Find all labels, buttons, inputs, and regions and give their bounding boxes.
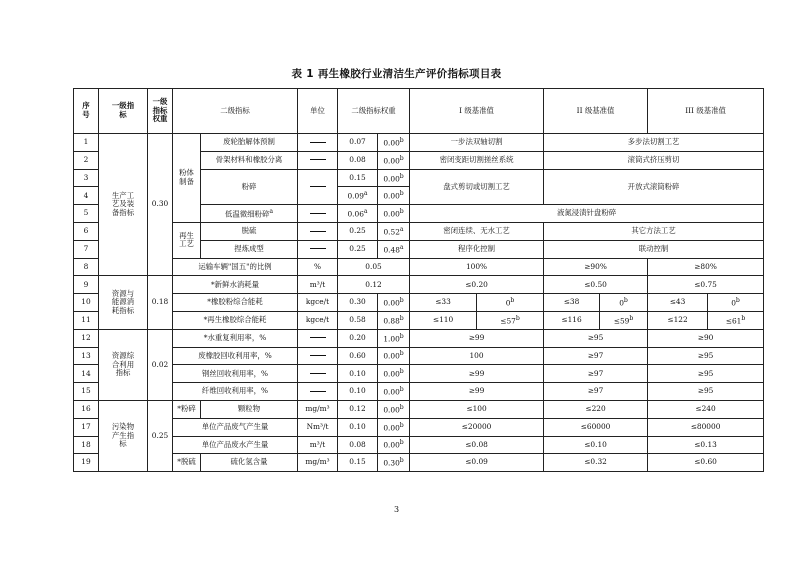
row-number: 18 bbox=[74, 436, 99, 454]
grade1-value: ≤20000 bbox=[410, 418, 544, 436]
table-row bbox=[74, 258, 764, 276]
weight-b: 0.88$^b$ bbox=[378, 311, 410, 329]
group-recycle: 资源综 合利用 指标 bbox=[99, 329, 148, 400]
group-production: 生产工 艺及装 备指标 bbox=[99, 134, 148, 276]
grade1-value: ≥99 bbox=[410, 365, 544, 383]
table-row bbox=[74, 311, 764, 329]
group-pollution: 污染物 产生指 标 bbox=[99, 400, 148, 471]
table-row bbox=[74, 294, 764, 312]
grade1-value: ≤0.20 bbox=[410, 276, 544, 294]
weight-a: 0.09$^a$ bbox=[338, 187, 378, 205]
row-number: 1 bbox=[74, 134, 99, 152]
header-grade2: II 级基准值 bbox=[544, 89, 648, 134]
grade3-value: ≥90 bbox=[648, 329, 764, 347]
grade1-value: ≤0.09 bbox=[410, 454, 544, 472]
weight-b: 0.30$^b$ bbox=[378, 454, 410, 472]
weight-b: 1.00$^b$ bbox=[378, 329, 410, 347]
grade3-value: ≤0.60 bbox=[648, 454, 764, 472]
group-resource: 资源与 能源消 耗指标 bbox=[99, 276, 148, 329]
row-number: 7 bbox=[74, 240, 99, 258]
row-number: 15 bbox=[74, 383, 99, 401]
grade1-value: ≥99 bbox=[410, 329, 544, 347]
weight-a: 0.30 bbox=[338, 294, 378, 312]
item-name: 脱硫 bbox=[201, 222, 298, 240]
unit-cell: mg/m³ bbox=[298, 400, 338, 418]
grade23-value: 开放式滚筒粉碎 bbox=[544, 169, 764, 205]
dash-mark bbox=[310, 159, 326, 160]
weight-a: 0.08 bbox=[338, 151, 378, 169]
unit-cell bbox=[298, 134, 338, 152]
row-number: 9 bbox=[74, 276, 99, 294]
unit-cell: mg/m³ bbox=[298, 454, 338, 472]
grade1-value: 一步法双轴切割 bbox=[410, 134, 544, 152]
item-name-a: *粉碎 bbox=[173, 400, 201, 418]
item-name: 运输车辆"国五"的比例 bbox=[173, 258, 298, 276]
grade3-value: ≤240 bbox=[648, 400, 764, 418]
row-number: 3 bbox=[74, 169, 99, 187]
item-name: 废橡胶回收利用率，% bbox=[173, 347, 298, 365]
header-grade3: III 级基准值 bbox=[648, 89, 764, 134]
weight-b: 0.00$^b$ bbox=[378, 436, 410, 454]
grade23-value: 其它方法工艺 bbox=[544, 222, 764, 240]
grade2-a: ≤38 bbox=[544, 294, 600, 312]
header-level2: 二级指标 bbox=[173, 89, 298, 134]
grade-all-value: 液氮浸渍针盘粉碎 bbox=[410, 205, 764, 223]
grade1-value: 密闭连续、无水工艺 bbox=[410, 222, 544, 240]
header-row bbox=[74, 89, 764, 134]
grade1-b: 0$^b$ bbox=[477, 294, 544, 312]
item-name: 单位产品废水产生量 bbox=[173, 436, 298, 454]
grade2-value: ≥97 bbox=[544, 347, 648, 365]
weight-a: 0.10 bbox=[338, 418, 378, 436]
unit-cell: kgce/t bbox=[298, 311, 338, 329]
weight-a: 0.15 bbox=[338, 454, 378, 472]
item-name: *再生橡胶综合能耗 bbox=[173, 311, 298, 329]
item-name: 低温微细粉碎$^a$ bbox=[201, 205, 298, 223]
weight-b: 0.00$^b$ bbox=[378, 151, 410, 169]
dash-mark bbox=[310, 186, 326, 187]
grade3-value: ≥95 bbox=[648, 347, 764, 365]
grade3-value: ≤80000 bbox=[648, 418, 764, 436]
table-row bbox=[74, 436, 764, 454]
grade2-b: 0$^b$ bbox=[600, 294, 648, 312]
grade1-a: ≤110 bbox=[410, 311, 477, 329]
row-number: 2 bbox=[74, 151, 99, 169]
grade1-value: 100% bbox=[410, 258, 544, 276]
grade2-value: ≥97 bbox=[544, 365, 648, 383]
weight-a: 0.10 bbox=[338, 383, 378, 401]
header-level1-weight: 一级 指标 权重 bbox=[148, 89, 173, 134]
weight-a: 0.20 bbox=[338, 329, 378, 347]
weight-a: 0.08 bbox=[338, 436, 378, 454]
grade2-value: ≤60000 bbox=[544, 418, 648, 436]
weight-a: 0.60 bbox=[338, 347, 378, 365]
group-pollution-weight: 0.25 bbox=[148, 400, 173, 471]
unit-cell bbox=[298, 347, 338, 365]
grade2-value: ≤0.50 bbox=[544, 276, 648, 294]
group-production-weight: 0.30 bbox=[148, 134, 173, 276]
unit-cell bbox=[298, 222, 338, 240]
grade3-value: ≥80% bbox=[648, 258, 764, 276]
row-number: 6 bbox=[74, 222, 99, 240]
row-number: 13 bbox=[74, 347, 99, 365]
subgroup-powder: 粉体 制备 bbox=[173, 134, 201, 223]
grade3-value: ≤0.75 bbox=[648, 276, 764, 294]
grade2-value: ≥95 bbox=[544, 329, 648, 347]
unit-cell: m³/t bbox=[298, 436, 338, 454]
unit-cell bbox=[298, 151, 338, 169]
unit-cell: m³/t bbox=[298, 276, 338, 294]
group-recycle-weight: 0.02 bbox=[148, 329, 173, 400]
row-number: 11 bbox=[74, 311, 99, 329]
row-number: 14 bbox=[74, 365, 99, 383]
table-row bbox=[74, 222, 764, 240]
unit-cell bbox=[298, 383, 338, 401]
item-name: 纤维回收利用率，% bbox=[173, 383, 298, 401]
weight-b: 0.00$^b$ bbox=[378, 294, 410, 312]
grade2-value: ≤0.10 bbox=[544, 436, 648, 454]
dash-mark bbox=[310, 391, 326, 392]
dash-mark bbox=[310, 142, 326, 143]
unit-cell: Nm³/t bbox=[298, 418, 338, 436]
item-name: 捏炼成型 bbox=[201, 240, 298, 258]
dash-mark bbox=[310, 248, 326, 249]
weight-b: 0.00$^b$ bbox=[378, 418, 410, 436]
grade2-value: ≥90% bbox=[544, 258, 648, 276]
weight-b: 0.00$^b$ bbox=[378, 365, 410, 383]
item-name: 粉碎 bbox=[201, 169, 298, 205]
table-row bbox=[74, 383, 764, 401]
weight-b: 0.00$^b$ bbox=[378, 400, 410, 418]
grade23-value: 联动控制 bbox=[544, 240, 764, 258]
weight-value: 0.05 bbox=[338, 258, 410, 276]
weight-a: 0.07 bbox=[338, 134, 378, 152]
grade2-value: ≤220 bbox=[544, 400, 648, 418]
grade2-a: ≤116 bbox=[544, 311, 600, 329]
weight-b: 0.52$^a$ bbox=[378, 222, 410, 240]
row-number: 10 bbox=[74, 294, 99, 312]
table-row bbox=[74, 365, 764, 383]
table-row bbox=[74, 347, 764, 365]
item-name-b: 硫化氢含量 bbox=[201, 454, 298, 472]
weight-a: 0.06$^a$ bbox=[338, 205, 378, 223]
weight-b: 0.00$^b$ bbox=[378, 205, 410, 223]
grade2-value: ≥97 bbox=[544, 383, 648, 401]
item-name: *水重复利用率，% bbox=[173, 329, 298, 347]
row-number: 4 bbox=[74, 187, 99, 205]
dash-mark bbox=[310, 355, 326, 356]
grade3-b: $\le 61^b$ bbox=[708, 311, 764, 329]
grade23-value: 滚筒式挤压剪切 bbox=[544, 151, 764, 169]
grade3-value: ≤0.13 bbox=[648, 436, 764, 454]
item-name: 骨架材料和橡胶分离 bbox=[201, 151, 298, 169]
page-number: 3 bbox=[393, 505, 400, 514]
indicator-table bbox=[73, 88, 764, 472]
weight-b: 0.00$^b$ bbox=[378, 134, 410, 152]
weight-b: 0.00$^b$ bbox=[378, 383, 410, 401]
grade1-value: 100 bbox=[410, 347, 544, 365]
grade3-a: ≤122 bbox=[648, 311, 708, 329]
item-name: 废轮胎解体预制 bbox=[201, 134, 298, 152]
unit-cell bbox=[298, 329, 338, 347]
grade3-value: ≥95 bbox=[648, 365, 764, 383]
weight-a: 0.10 bbox=[338, 365, 378, 383]
weight-a: 0.15 bbox=[338, 169, 378, 187]
grade3-value: ≥95 bbox=[648, 383, 764, 401]
grade3-a: ≤43 bbox=[648, 294, 708, 312]
group-resource-weight: 0.18 bbox=[148, 276, 173, 329]
grade1-value: 程序化控制 bbox=[410, 240, 544, 258]
grade23-value: 多步法切割工艺 bbox=[544, 134, 764, 152]
grade3-b: 0$^b$ bbox=[708, 294, 764, 312]
row-number: 17 bbox=[74, 418, 99, 436]
dash-mark bbox=[310, 373, 326, 374]
unit-cell bbox=[298, 240, 338, 258]
row-number: 8 bbox=[74, 258, 99, 276]
table-row bbox=[74, 329, 764, 347]
table-row bbox=[74, 134, 764, 152]
header-level2-weight: 二级指标权重 bbox=[338, 89, 410, 134]
unit-cell bbox=[298, 169, 338, 205]
dash-mark bbox=[310, 231, 326, 232]
row-number: 12 bbox=[74, 329, 99, 347]
grade1-value: ≤100 bbox=[410, 400, 544, 418]
grade1-value: ≤0.08 bbox=[410, 436, 544, 454]
unit-cell bbox=[298, 205, 338, 223]
row-number: 19 bbox=[74, 454, 99, 472]
weight-value: 0.12 bbox=[338, 276, 410, 294]
table-row bbox=[74, 418, 764, 436]
weight-a: 0.25 bbox=[338, 222, 378, 240]
unit-cell bbox=[298, 365, 338, 383]
item-name: *新鲜水消耗量 bbox=[173, 276, 298, 294]
grade2-value: ≤0.32 bbox=[544, 454, 648, 472]
dash-mark bbox=[310, 213, 326, 214]
header-unit: 单位 bbox=[298, 89, 338, 134]
weight-a: 0.12 bbox=[338, 400, 378, 418]
weight-b: 0.00$^b$ bbox=[378, 187, 410, 205]
unit-cell: % bbox=[298, 258, 338, 276]
weight-a: 0.25 bbox=[338, 240, 378, 258]
table-row bbox=[74, 276, 764, 294]
grade1-a: ≤33 bbox=[410, 294, 477, 312]
item-name-b: 颗粒物 bbox=[201, 400, 298, 418]
grade2-b: $\le 59^b$ bbox=[600, 311, 648, 329]
item-name: 钢丝回收利用率，% bbox=[173, 365, 298, 383]
dash-mark bbox=[310, 337, 326, 338]
grade1-value: 密闭变距切割搓丝系统 bbox=[410, 151, 544, 169]
weight-b: 0.48$^a$ bbox=[378, 240, 410, 258]
table-row bbox=[74, 454, 764, 472]
grade1-b: $\le 57^b$ bbox=[477, 311, 544, 329]
weight-b: 0.00$^b$ bbox=[378, 169, 410, 187]
header-grade1: I 级基准值 bbox=[410, 89, 544, 134]
grade1-value: ≥99 bbox=[410, 383, 544, 401]
weight-b: 0.00$^b$ bbox=[378, 347, 410, 365]
weight-a: 0.58 bbox=[338, 311, 378, 329]
unit-cell: kgce/t bbox=[298, 294, 338, 312]
table-caption: 表 1 再生橡胶行业清洁生产评价指标项目表 bbox=[291, 68, 502, 80]
row-number: 16 bbox=[74, 400, 99, 418]
row-number: 5 bbox=[74, 205, 99, 223]
header-level1: 一级指 标 bbox=[99, 89, 148, 134]
item-name-a: *脱硫 bbox=[173, 454, 201, 472]
subgroup-regen: 再生 工艺 bbox=[173, 222, 201, 258]
item-name: 单位产品废气产生量 bbox=[173, 418, 298, 436]
table-row bbox=[74, 400, 764, 418]
header-seq: 序 号 bbox=[74, 89, 99, 134]
grade1-value: 盘式剪切或切割工艺 bbox=[410, 169, 544, 205]
item-name: *橡胶粉综合能耗 bbox=[173, 294, 298, 312]
